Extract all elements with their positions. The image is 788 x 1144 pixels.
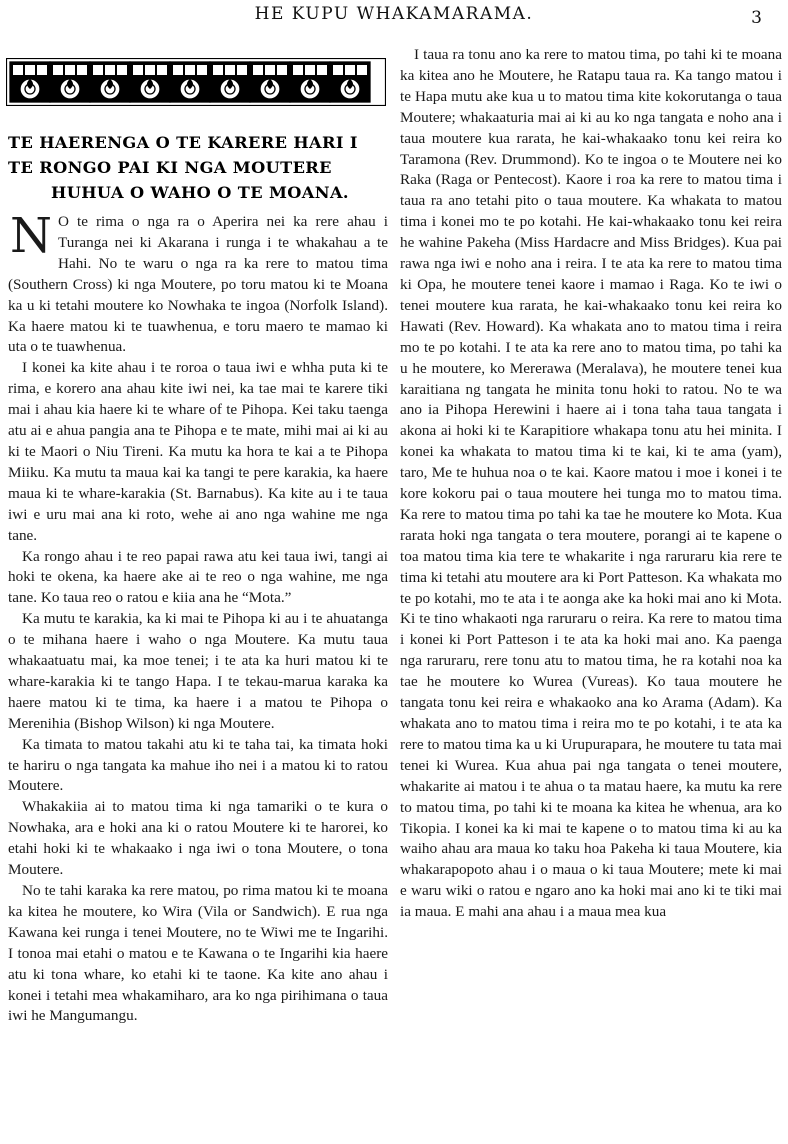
running-title: HE KUPU WHAKAMARAMA. [254, 4, 534, 24]
paragraph-4: Ka mutu te karakia, ka ki mai te Pihopa ki au i te ahuatanga o te mihana haere i waho o nga Moutere. Ka mutu taua whakaatuatu mai, ka moe tenei; i te ata ka huri matou ki te whare-karakia ki te tango Hapa. I te tekau-marua karaka ka haere matou ki te tima, ka haere i a matou te Pihopa o Merenihia (Bishop Wilson) ki nga Moutere. [8, 610, 388, 732]
paragraph-2: I konei ka kite ahau i te roroa o taua iwi e whha puta ki te rima, e korero ana ahau kite iwi nei, ka tae mai te karere tiki mai i ahau kia haere ki te whare of te Pihopa. Kei taku taenga atu ai e ahua pangia ana te Pihopa e te mate, mihi mai ai ki au ki te Maori o Niu Tireni. Ka mutu ka hora te kai a te Pihopa Miiku. Ka mutu ta maua kai ka tangi te pere karakia, ka haere maua ki te whare-karakia (St. Barnabus). Ka kite au i te taua iwi e uru mai ana ki roto, wehe ai ano nga wahine me nga tane. [8, 359, 388, 544]
right-column [400, 45, 782, 923]
decorative-border-ornament [6, 58, 386, 106]
paragraph-1 [8, 208, 388, 358]
headline-line-2: TE RONGO PAI KI NGA MOUTERE [8, 158, 332, 177]
paragraph-5: Ka timata to matou takahi atu ki te taha tai, ka timata hoki te hariru o nga tangata ka mahue iho nei i a matou ki to ratou Moutere. [8, 735, 388, 795]
drop-cap: N [10, 208, 52, 264]
headline-line-3: HUHUA O WAHO O TE MOANA. [51, 183, 349, 202]
paragraph-7: No te tahi karaka ka rere matou, po rima matou ki te moana ka kitea he moutere, ko Wira (Vila or Sandwich). E rua nga Kawana kei runga i tenei Moutere, no te Wiwi me te Ingarihi. I tonoa mai etahi o matou e te Kawana o te Ingarihi kia haere atu ki tona whare, ko etahi ki te taone. Ka kite ano ahau i konei i tetahi mea whakamiharo, ara ko nga pirihimana o taua iwi he Mangumangu. [8, 882, 388, 1025]
paragraph-6: Whakakiia ai to matou tima ki nga tamariki o te kura o Nowhaka, ara e hoki ana ki o ratou Moutere ki te harorei, ko etahi hoki ki te whakaako i nga iwi o tona Moutere, o tona Moutere. [8, 798, 388, 879]
page-number: 3 [751, 8, 762, 28]
article-headline [8, 130, 388, 205]
paragraph-3: Ka rongo ahau i te reo papai rawa atu kei taua iwi, tangi ai hoki te okena, ka haere ake ai te reo o nga wahine, me nga tane. Ko taua reo o ratou e kiia ana he “Mota.” [8, 547, 388, 607]
left-column [8, 208, 388, 1027]
paragraph-1-text: O te rima o nga ra o Aperira nei ka rere ahau i Turanga nei ki Akarana i runga i te whakahau a te Hahi. No te waru o nga ra ka rere to matou tima (Southern Cross) ki nga Moutere, po toru matou ki te Moana ka u ki tetahi moutere ko Nowhaka te ingoa (Norfolk Island). Ka haere matou ki te tuawhenua, e toru maero te mamao ki uta o te tuawhenua. [8, 213, 388, 356]
headline-line-1: TE HAERENGA O TE KARERE HARI I [8, 133, 358, 152]
paragraph-8: I taua ra tonu ano ka rere to matou tima, po tahi ki te moana ka kitea ano he Moutere, he Ratapu taua ra. Ka tango matou i te Hapa mutu ake kua u to matou tima kite kokorutanga o taua Moutere; whakaaturia mai ai ki au ko nga tangata e noho ana i taua moutere kua rarata, he kai-whakaako tonu kei reira ko Taramona (Rev. Drummond). Ko te ingoa o te Moutere nei ko Raka (Raga or Pentecost). Kaore i roa ka rere to matou tima i taua ra ano tetahi pito o taua moutere. Ka whakata to matou tima i konei mo te po kotahi. He kai-whakaako tonu kei reira he wahine Pakeha (Miss Hardacre and Miss Bridges). Kua pai rawa nga iwi e noho ana i reira. I te ata ka rere to matou tima ki Opa, he moutere tenei kaore i mamao i Raga. Ko te iwi o tenei moutere kua rarata, he kai-whakaako tonu kei reira ko Hawati (Rev. Howard). Ka whakata ano to matou tima i reira mo te po kotahi. I te ata ka rere ano to matou tima, po tahi ka u he moutere, ko Mererawa (Meralava), he moutere tenei kua karaitiana ng tangata he minita tonu hoki to ratou. No te wa ano ia Pihopa Herewini i haere ai i tona taha taua tangata i akona ai hoki ki te Karapitiore whakapa tonu atu hei minita. I konei ka whakata to matou tima ki te kai, ki te ama (yam), taro, Me te huhua noa o te kai. Kaore matou i moe i konei i te kore kokoru pai o taua moutere hei tunga mo to matou tima. Ka rere to matou tima po tahi ka tae he moutere ko Mota. Kua rarata hoki nga tangata o tera moutere, porangi ai te kapene o toa matou tima kia tere te whakarite i nga raruraru kia rere te tima ki tetahi atu moutere ara ki Port Patteson. Ka whakata mo te po kotahi, mo te ata i te aonga ake ka hoki mai ano ki Mota. Ki te tino whakaoti nga raruraru o reira. Ka rere to matou tima i konei ki Port Patteson i te ata ka hoki mai ano. Ka paenga nga raruraru, rere tonu atu to matou tima, he ra kotahi noa ka tae he moutere ko Wurea (Vureas). Ko taua moutere he tangata tonu kei reira e whakaoko ana ko Arama (Adam). Ka whakata ano to matou tima i reira mo te po kotahi, i te ata ka rere to matou tima ka u ki Urupurapara, he moutere tu tata mai tenei ki Wurea. Kua ahua pai nga tangata o tenei moutere, whakarite ai matou i te ahua o ta matau haere, ka mutu ka rere to matou tima, po tahi ki te moana ka kitea he whenua, ara ko Tikopia. I konei ka ki mai te kapene o to matou tima ki au ka waiho ahau ara maua ko taku hoa Pakeha ki taua Moutere, kia whakarapopoto ahau i o maua o ki taua Moutere; mete ki mai e waru wiki o ratou e ngaro ano ka hoki mai ano ki te tiki mai ia maua. E mahi ana ahau i a maua mea kua [400, 46, 782, 921]
